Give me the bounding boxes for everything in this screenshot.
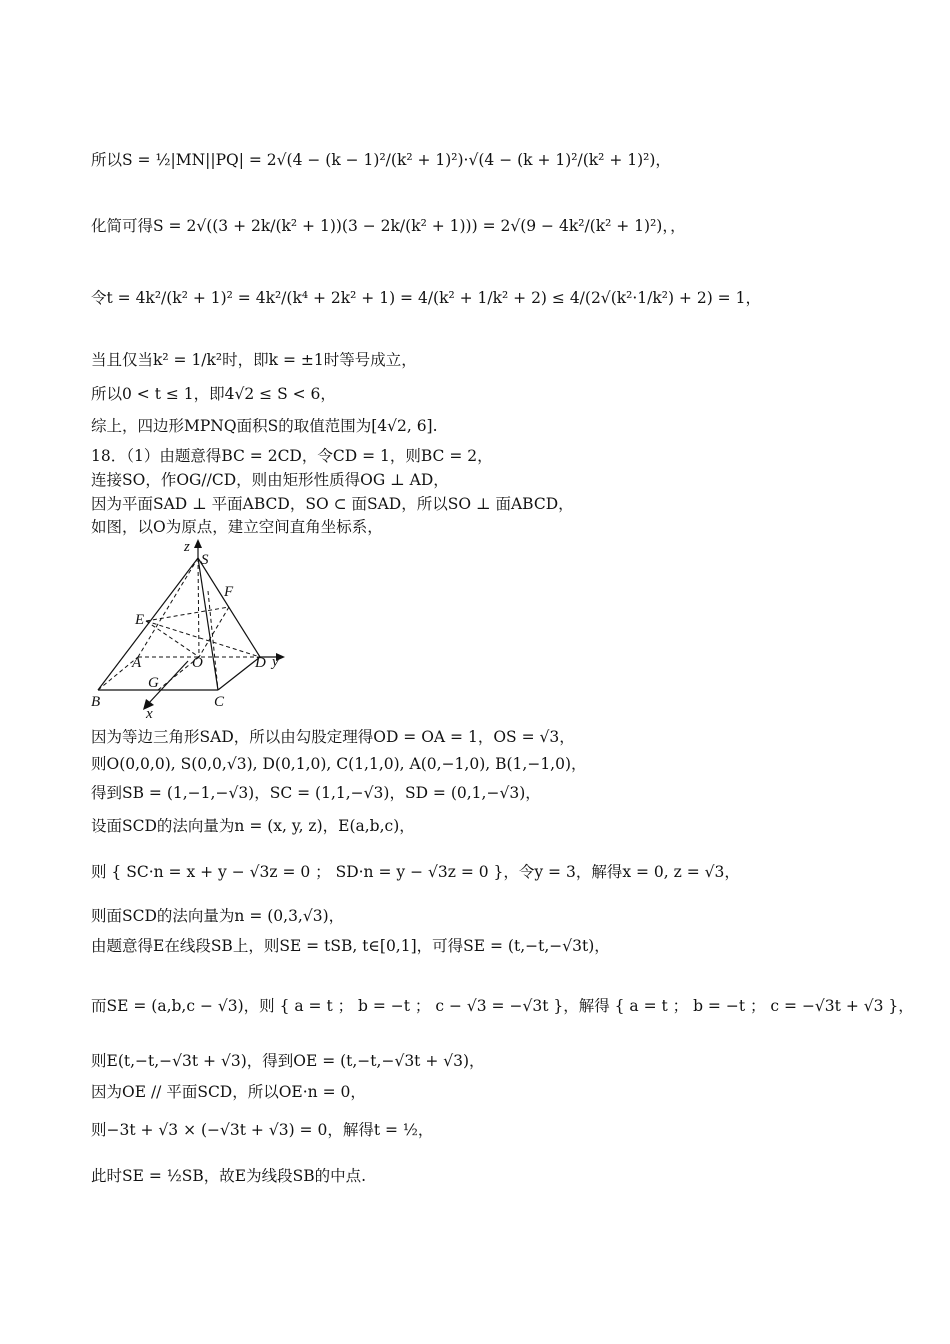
label-f: F — [224, 584, 234, 600]
label-o: O — [192, 655, 203, 671]
line-vectors: 得到SB = (1,−1,−√3)，SC = (1,1,−√3)，SD = (0,1,−√3)， — [91, 784, 541, 802]
segment-so-hidden — [198, 558, 199, 657]
line-perpendicular: 因为平面SAD ⊥ 平面ABCD，SO ⊂ 面SAD，所以SO ⊥ 面ABCD， — [91, 495, 574, 513]
segment-sc-guide-hidden — [208, 591, 218, 690]
label-s: S — [201, 552, 209, 568]
line-final: 此时SE = ½SB，故E为线段SB的中点. — [91, 1167, 367, 1185]
line-conclusion-17: 综上，四边形MPNQ面积S的取值范围为[4√2, 6]. — [91, 417, 438, 435]
line-solve-t: 则−3t + √3 × (−√3t + √3) = 0，解得t = ½， — [91, 1121, 434, 1139]
line-q18-start: 18．（1）由题意得BC = 2CD，令CD = 1，则BC = 2， — [91, 447, 493, 465]
pyramid-figure — [88, 536, 298, 721]
line-equality: 当且仅当k² = 1/k²时，即k = ±1时等号成立， — [91, 351, 417, 369]
label-y: y — [272, 654, 279, 670]
label-b: B — [91, 694, 101, 710]
line-system-2: 而SE = (a,b,c − √3)，则 { a = t ； b = −t ； c − √3 = −√3t }，解得 { a = t ； b = −t ； c = −√3t + √3 }， — [91, 997, 914, 1015]
label-e: E — [135, 612, 145, 628]
line-coordinates: 则O(0,0,0), S(0,0,√3), D(0,1,0), C(1,1,0), A(0,−1,0), B(1,−1,0)， — [91, 755, 587, 773]
line-equilateral: 因为等边三角形SAD，所以由勾股定理得OD = OA = 1，OS = √3， — [91, 728, 575, 746]
label-z: z — [184, 539, 190, 555]
segment-ef-hidden — [146, 607, 229, 621]
line-normal-vector: 则面SCD的法向量为n = (0,3,√3)， — [91, 907, 345, 925]
label-d: D — [255, 655, 266, 671]
edge-cd — [218, 657, 260, 690]
label-x: x — [146, 706, 153, 721]
label-g: G — [148, 675, 159, 691]
segment-eo-hidden — [146, 621, 199, 657]
line-system-1: 则 { SC·n = x + y − √3z = 0 ； SD·n = y − √3z = 0 }，令y = 3，解得x = 0, z = √3， — [91, 863, 740, 881]
line-simplify: 化简可得S = 2√((3 + 2k/(k² + 1))(3 − 2k/(k² + 1))) = 2√(9 − 4k²/(k² + 1)²)，， — [91, 217, 686, 235]
line-connect-so: 连接SO，作OG//CD，则由矩形性质得OG ⊥ AD， — [91, 471, 449, 489]
label-c: C — [214, 694, 225, 710]
edge-sa-hidden — [138, 558, 198, 657]
label-a: A — [132, 655, 142, 671]
line-e-coords: 则E(t,−t,−√3t + √3)，得到OE = (t,−t,−√3t + √3)， — [91, 1052, 485, 1070]
line-range-t: 所以0 < t ≤ 1，即4√2 ≤ S < 6， — [91, 385, 336, 403]
line-e-on-sb: 由题意得E在线段SB上，则SE = tSB, t∈[0,1]，可得SE = (t,−t,−√3t)， — [91, 937, 610, 955]
line-normal-setup: 设面SCD的法向量为n = (x, y, z)，E(a,b,c)， — [91, 817, 415, 835]
line-parallel: 因为OE // 平面SCD，所以OE·n = 0， — [91, 1083, 366, 1101]
line-let-t: 令t = 4k²/(k² + 1)² = 4k²/(k⁴ + 2k² + 1) = 4/(k² + 1/k² + 2) ≤ 4/(2√(k²·1/k²) + 2) = 1， — [91, 289, 761, 307]
segment-ed-hidden — [146, 621, 260, 657]
z-axis-arrow — [194, 539, 202, 548]
line-area-formula: 所以S = ½|MN||PQ| = 2√(4 − (k − 1)²/(k² + 1)²)·√(4 − (k + 1)²/(k² + 1)²)， — [91, 151, 671, 169]
line-coordinate-system: 如图，以O为原点，建立空间直角坐标系， — [91, 518, 383, 536]
